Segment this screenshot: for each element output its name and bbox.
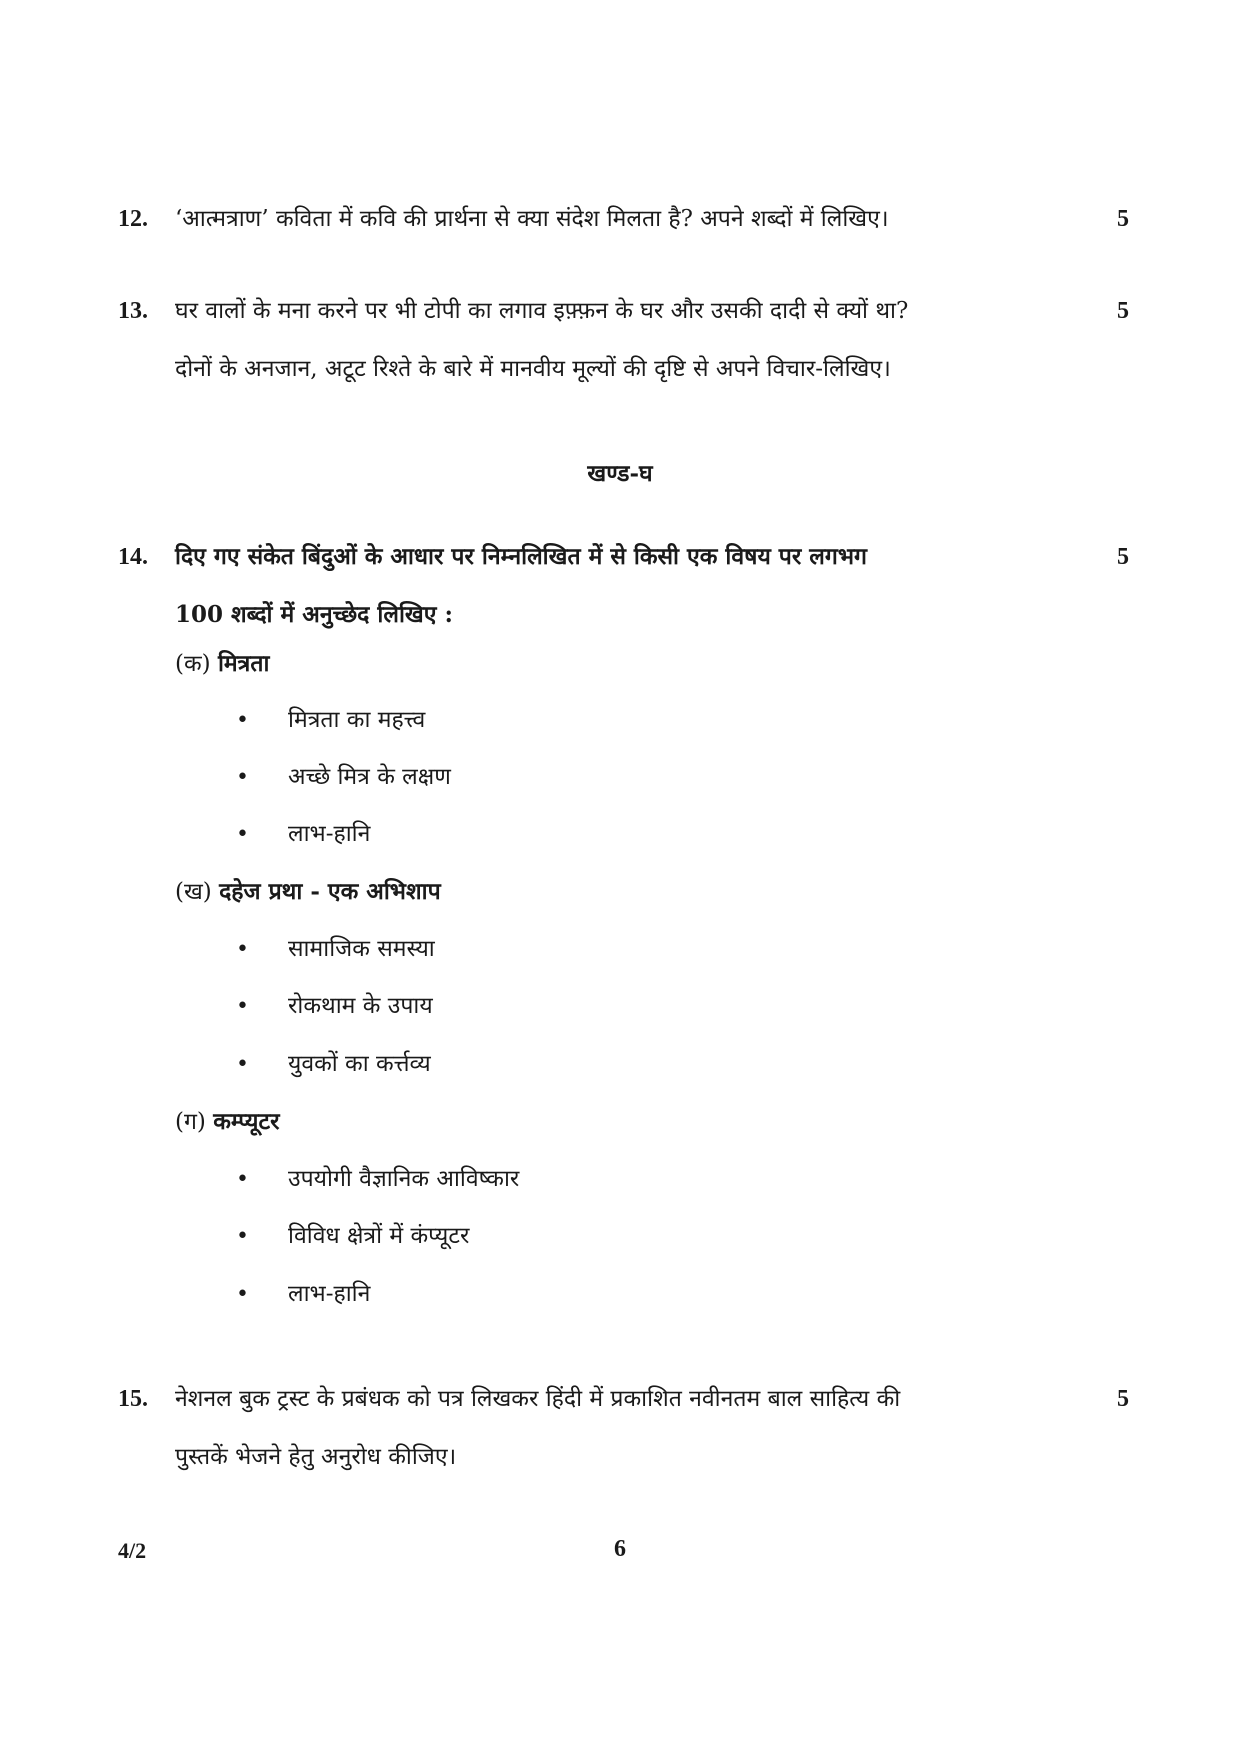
point-text: विविध क्षेत्रों में कंप्यूटर — [288, 1223, 470, 1249]
bullet-icon: • — [236, 1167, 249, 1192]
page-number: 6 — [614, 1536, 626, 1562]
option-ga-point-2 — [236, 1214, 469, 1258]
bullet-icon: • — [236, 1224, 249, 1249]
option-ga-title: कम्प्यूटर — [213, 1108, 280, 1135]
bullet-icon: • — [236, 1282, 249, 1307]
question-15-marks: 5 — [1117, 1386, 1129, 1412]
option-kha — [175, 870, 441, 914]
option-ka — [175, 642, 269, 686]
point-text: लाभ-हानि — [288, 821, 371, 847]
bullet-icon: • — [236, 937, 249, 962]
option-ka-point-2 — [236, 755, 451, 799]
option-ka-label: (क) — [175, 651, 211, 677]
question-14-line-1: दिए गए संकेत बिंदुओं के आधार पर निम्नलिखित में से किसी एक विषय पर लगभग — [175, 543, 867, 570]
point-text: युवकों का कर्त्तव्य — [288, 1051, 431, 1077]
question-14-marks: 5 — [1117, 544, 1129, 570]
point-text: रोकथाम के उपाय — [288, 993, 433, 1019]
question-13-number: 13. — [118, 298, 148, 324]
question-12-marks: 5 — [1117, 206, 1129, 232]
question-13-text — [175, 282, 1075, 398]
point-text: अच्छे मित्र के लक्षण — [288, 764, 451, 790]
section-heading: खण्ड-घ — [587, 460, 653, 487]
point-text: उपयोगी वैज्ञानिक आविष्कार — [288, 1166, 520, 1192]
question-14-line-2: 100 शब्दों में अनुच्छेद लिखिए : — [175, 601, 453, 628]
point-text: मित्रता का महत्त्व — [288, 707, 426, 733]
bullet-icon: • — [236, 994, 249, 1019]
bullet-icon: • — [236, 708, 249, 733]
question-12-text — [175, 190, 1075, 248]
question-14-number: 14. — [118, 544, 148, 570]
question-13-line-1: घर वालों के मना करने पर भी टोपी का लगाव इफ़्फ़न के घर और उसकी दादी से क्यों था? — [175, 298, 909, 324]
point-text: लाभ-हानि — [288, 1281, 371, 1307]
question-15-text — [175, 1370, 1075, 1486]
question-15-number: 15. — [118, 1386, 148, 1412]
option-kha-point-3 — [236, 1042, 431, 1086]
bullet-icon: • — [236, 822, 249, 847]
option-ka-point-3 — [236, 812, 370, 856]
question-15-line-1: नेशनल बुक ट्रस्ट के प्रबंधक को पत्र लिखकर हिंदी में प्रकाशित नवीनतम बाल साहित्य की — [175, 1386, 901, 1412]
option-ga-point-1 — [236, 1157, 519, 1201]
option-ga-label: (ग) — [175, 1109, 206, 1135]
question-13-marks: 5 — [1117, 298, 1129, 324]
question-13-line-2: दोनों के अनजान, अटूट रिश्ते के बारे में मानवीय मूल्यों की दृष्टि से अपने विचार-लिखिए। — [175, 356, 891, 382]
question-12-line: ‘आत्मत्राण’ कविता में कवि की प्रार्थना से क्या संदेश मिलता है? अपने शब्दों में लिखिए। — [175, 206, 889, 232]
point-text: सामाजिक समस्या — [288, 936, 435, 962]
question-15-line-2: पुस्तकें भेजने हेतु अनुरोध कीजिए। — [175, 1444, 457, 1470]
question-12-number: 12. — [118, 206, 148, 232]
option-kha-label: (ख) — [175, 879, 212, 905]
option-ga — [175, 1100, 279, 1144]
bullet-icon: • — [236, 1052, 249, 1077]
option-ka-point-1 — [236, 698, 425, 742]
option-ga-point-3 — [236, 1272, 370, 1316]
option-ka-title: मित्रता — [217, 650, 270, 677]
bullet-icon: • — [236, 765, 249, 790]
question-14-text — [175, 528, 1075, 644]
option-kha-point-2 — [236, 984, 433, 1028]
option-kha-point-1 — [236, 927, 435, 971]
paper-code: 4/2 — [118, 1538, 147, 1563]
option-kha-title: दहेज प्रथा - एक अभिशाप — [219, 878, 441, 905]
